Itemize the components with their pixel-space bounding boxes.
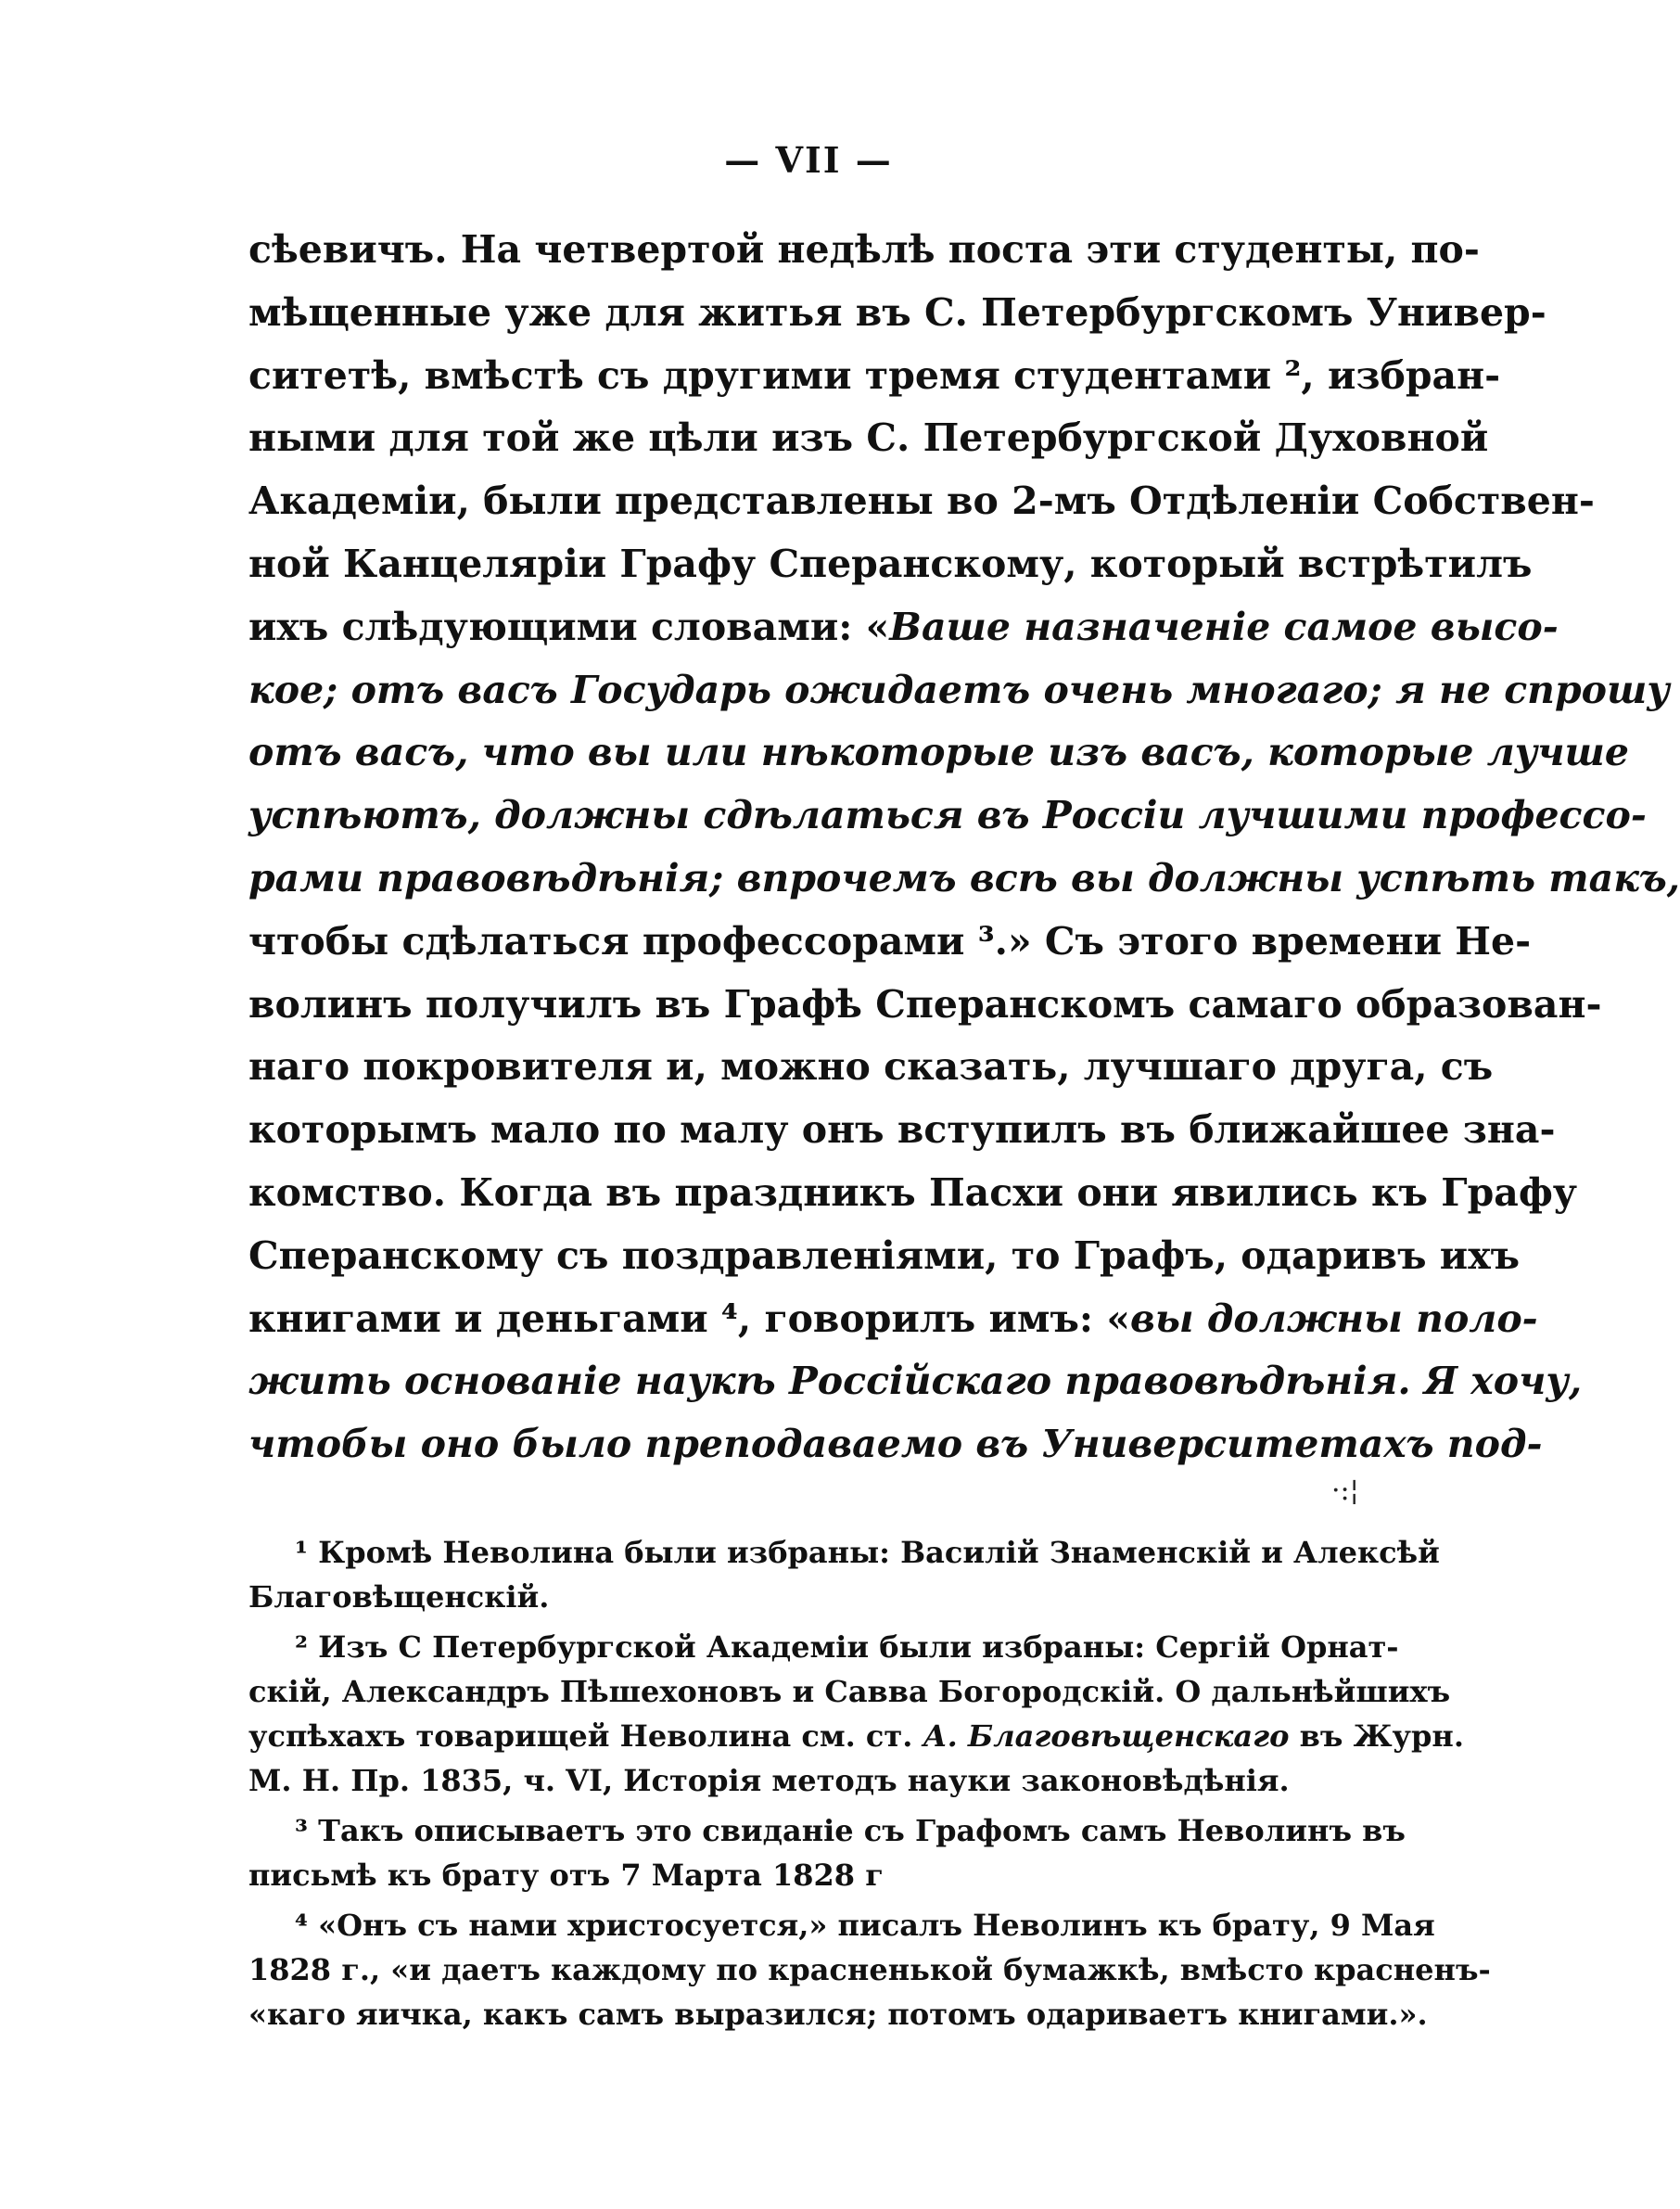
footnote-3-line-1: ³ Такъ описываетъ это свиданіе съ Графомъ самъ Неволинъ въ bbox=[295, 1813, 1406, 1848]
text-line-2: мѣщенные уже для житья въ С. Петербургскомъ Универ- bbox=[248, 289, 1546, 335]
text-line-20: чтобы оно было преподаваемо въ Университетахъ под- bbox=[248, 1422, 1543, 1467]
footnote-2-line-3-start: успѣхахъ товарищей Неволина см. ст. bbox=[248, 1718, 923, 1754]
text-line-17: Сперанскому съ поздравленіями, то Графъ, одаривъ ихъ bbox=[248, 1232, 1521, 1278]
stray-print-mark: ·:¦ bbox=[1331, 1475, 1359, 1507]
text-line-7 bbox=[248, 596, 1559, 659]
text-line-14: наго покровителя и, можно сказать, лучшаго друга, съ bbox=[248, 1044, 1494, 1090]
footnote-1-line-1: ¹ Кромѣ Неволина были избраны: Василій Знаменскій и Алексѣй bbox=[295, 1535, 1440, 1570]
footnote-3-line-2: письмѣ къ брату отъ 7 Марта 1828 г bbox=[248, 1858, 884, 1893]
text-line-11: рами правовѣдѣнія; впрочемъ всѣ вы должны успѣть такъ, bbox=[248, 855, 1680, 900]
text-line-7-italic: Ваше назначеніе самое высо- bbox=[889, 604, 1559, 649]
text-line-16: комство. Когда въ праздникъ Пасхи они явились къ Графу bbox=[248, 1169, 1578, 1215]
footnotes-block bbox=[248, 1530, 1491, 2037]
text-line-18 bbox=[248, 1288, 1538, 1351]
footnote-2-line-1: ² Изъ С Петербургской Академіи были избраны: Сергій Орнат- bbox=[295, 1629, 1399, 1665]
page-number: — VII — bbox=[724, 139, 893, 181]
text-line-15: которымъ мало по малу онъ вступилъ въ ближайшее зна- bbox=[248, 1107, 1556, 1153]
text-line-18-italic: вы должны поло- bbox=[1129, 1296, 1538, 1341]
text-line-10: успѣютъ, должны сдѣлаться въ Россіи лучшими профессо- bbox=[248, 793, 1647, 838]
footnote-2-author: А. Благовѣщенскаго bbox=[923, 1718, 1290, 1754]
text-line-1: сѣевичъ. На четвертой недѣлѣ поста эти студенты, по- bbox=[248, 227, 1480, 272]
footnote-4-line-2: 1828 г., «и даетъ каждому по красненькой бумажкѣ, вмѣсто красненъ- bbox=[248, 1952, 1491, 1987]
main-text-block bbox=[248, 219, 1680, 1476]
text-line-7-start: ихъ слѣдующими словами: « bbox=[248, 604, 890, 649]
footnote-4-line-3: «каго яичка, какъ самъ выразился; потомъ одариваетъ книгами.». bbox=[248, 1997, 1428, 2032]
footnote-2-line-3 bbox=[248, 1714, 1464, 1758]
text-line-19: жить основаніе наукѣ Россійскаго правовѣдѣнія. Я хочу, bbox=[248, 1359, 1583, 1404]
text-line-12: чтобы сдѣлаться профессорами ³.» Съ этого времени Не- bbox=[248, 918, 1532, 964]
text-line-3: ситетѣ, вмѣстѣ съ другими тремя студентами ², избран- bbox=[248, 352, 1501, 398]
footnote-4-line-1: ⁴ «Онъ съ нами христосуется,» писалъ Неволинъ къ брату, 9 Мая bbox=[295, 1908, 1435, 1943]
footnote-2-line-4: М. Н. Пр. 1835, ч. VI, Исторія методъ науки законовѣдѣнія. bbox=[248, 1763, 1290, 1798]
text-line-18-start: книгами и деньгами ⁴, говорилъ имъ: « bbox=[248, 1296, 1130, 1341]
text-line-5: Академіи, были представлены во 2-мъ Отдѣленіи Собствен- bbox=[248, 479, 1595, 524]
footnote-1-line-2: Благовѣщенскій. bbox=[248, 1579, 550, 1615]
footnote-2-line-3-end: въ Журн. bbox=[1289, 1718, 1464, 1754]
text-line-6: ной Канцелярiи Графу Сперанскому, который встрѣтилъ bbox=[248, 541, 1533, 586]
footnote-2-line-2: скій, Александръ Пѣшехоновъ и Савва Богородскій. О дальнѣйшихъ bbox=[248, 1674, 1451, 1709]
text-line-8: кое; отъ васъ Государь ожидаетъ очень многаго; я не спрошу bbox=[248, 667, 1670, 712]
text-line-4: ными для той же цѣли изъ С. Петербургской Духовной bbox=[248, 415, 1489, 461]
text-line-9: отъ васъ, что вы или нѣкоторые изъ васъ, которые лучше bbox=[248, 730, 1630, 775]
text-line-13: волинъ получилъ въ Графѣ Сперанскомъ самаго образован- bbox=[248, 981, 1602, 1027]
